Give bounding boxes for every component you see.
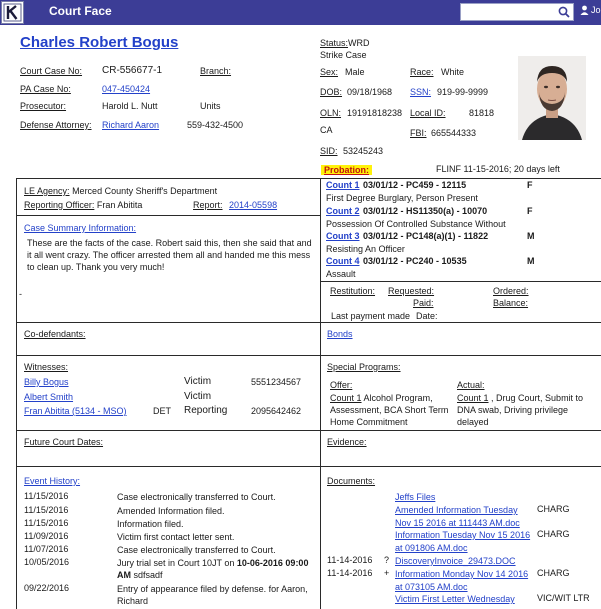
report-label: Report: (193, 200, 223, 210)
ssn-value: 919-99-9999 (437, 87, 489, 97)
count-link[interactable]: Count 1 (326, 180, 360, 190)
strike-case: Strike Case (320, 50, 367, 60)
special-programs-heading: Special Programs: (327, 362, 401, 372)
count-detail: 03/01/12 - PC148(a)(1) - 11822 (363, 231, 489, 241)
witness-name-link[interactable]: Fran Abitita (5134 - MSO) (24, 406, 127, 416)
race-label: Race: (410, 67, 434, 77)
sid-value: 53245243 (343, 146, 384, 156)
event-text: Case electronically transferred to Court. (117, 545, 276, 555)
oln-state: CA (320, 125, 333, 135)
grid-line (16, 215, 320, 216)
status-value: WRD (348, 38, 370, 48)
defense-attorney-phone: 559-432-4500 (187, 120, 244, 130)
count-description: First Degree Burglary, Person Present (326, 193, 478, 203)
fbi-value: 665544333 (431, 128, 477, 138)
document-link[interactable] (395, 555, 516, 568)
app-title: Court Face (49, 4, 112, 18)
pa-case-no-link[interactable]: 047-450424 (102, 84, 151, 94)
witness-name-link[interactable]: Albert Smith (24, 392, 74, 402)
event-text (117, 557, 313, 581)
document-link[interactable] (395, 593, 515, 606)
count-link[interactable]: Count 3 (326, 231, 360, 241)
event-date: 11/15/2016 (24, 505, 69, 515)
defendant-name[interactable]: Charles Robert Bogus (20, 34, 179, 51)
reporting-officer-label: Reporting Officer: (24, 200, 95, 210)
evidence-heading: Evidence: (327, 437, 367, 447)
event-text: Amended Information filed. (117, 506, 225, 516)
ordered-label: Ordered: (493, 286, 529, 296)
document-link-line[interactable]: DiscoveryInvoice_29473.DOC (395, 556, 516, 566)
grid-line (16, 322, 601, 323)
sex-label: Sex: (320, 67, 339, 77)
document-link-line[interactable]: Information Tuesday Nov 15 2016 (395, 530, 531, 540)
defense-attorney-label: Defense Attorney: (20, 120, 92, 130)
pa-case-no-label: PA Case No: (20, 84, 71, 94)
app-logo[interactable] (1, 1, 24, 24)
witness-role: Victim (184, 391, 212, 402)
search-icon[interactable] (558, 6, 570, 18)
document-link-line[interactable]: Victim First Letter Wednesday (395, 594, 515, 604)
user-name: Jo (591, 5, 601, 15)
document-type: CHARG (537, 568, 570, 578)
grid-line (16, 430, 601, 431)
last-payment-label: Last payment made (331, 311, 411, 321)
ssn-label[interactable]: SSN: (410, 87, 432, 97)
sid-label: SID: (320, 146, 338, 156)
document-mark: ? (384, 555, 390, 565)
event-text: Information filed. (117, 519, 184, 529)
report-link[interactable]: 2014-05598 (229, 200, 278, 210)
count-degree: M (527, 231, 535, 241)
actual-count-link[interactable]: Count 1 (457, 393, 489, 403)
le-agency-label: LE Agency: (24, 186, 70, 196)
event-history-heading[interactable]: Event History: (24, 476, 81, 486)
prosecutor-value: Harold L. Nutt (102, 101, 158, 111)
probation-value: FLINF 11-15-2016; 20 days left (436, 164, 560, 174)
race-value: White (441, 67, 465, 77)
actual-text-value: , Drug Court, Submit to DNA swab, Driving privilege delayed (457, 393, 584, 427)
document-date: 11-14-2016 (327, 555, 373, 565)
defendant-photo (518, 56, 586, 140)
count-link[interactable]: Count 2 (326, 206, 360, 216)
local-id-label: Local ID: (410, 108, 446, 118)
event-date: 11/07/2016 (24, 544, 69, 554)
dob-label: DOB: (320, 87, 343, 97)
count-degree: F (527, 180, 533, 190)
witness-role: Victim (184, 376, 212, 387)
count-description: Possession Of Controlled Substance Without (326, 219, 506, 229)
document-type: CHARG (537, 504, 570, 514)
actual-text (457, 392, 597, 428)
event-date: 11/09/2016 (24, 531, 69, 541)
probation-label[interactable]: Probation: (321, 165, 372, 175)
event-text: Victim first contact letter sent. (117, 532, 235, 542)
witness-name-link[interactable]: Billy Bogus (24, 377, 69, 387)
count-detail: 03/01/12 - PC240 - 10535 (363, 256, 467, 266)
document-type: VIC/WIT LTR (537, 593, 590, 603)
grid-line (16, 178, 17, 609)
event-date: 09/22/2016 (24, 583, 70, 593)
dob-value: 09/18/1968 (347, 87, 393, 97)
reporting-officer-value: Fran Abitita (96, 200, 143, 210)
event-text-part: Jury trial set in Court 10JT on (117, 558, 237, 568)
count-description: Resisting An Officer (326, 244, 405, 254)
prosecutor-label: Prosecutor: (20, 101, 67, 111)
balance-label: Balance: (493, 298, 529, 308)
count-description: Assault (326, 269, 356, 279)
event-date: 11/15/2016 (24, 491, 69, 501)
top-bar (0, 0, 601, 25)
defense-attorney-link[interactable]: Richard Aaron (102, 120, 160, 130)
case-summary-dash: - (19, 289, 22, 299)
witness-role: Reporting (184, 405, 228, 416)
document-mark: + (384, 568, 390, 578)
count-degree: M (527, 256, 535, 266)
branch-label: Branch: (200, 66, 232, 76)
document-date: 11-14-2016 (327, 568, 373, 578)
status-label: Status: (320, 38, 349, 48)
grid-line (16, 178, 601, 179)
local-id-value: 81818 (469, 108, 495, 118)
document-link-line[interactable]: Nov 15 2016 at 111443 AM.doc (395, 517, 520, 528)
count-link[interactable]: Count 4 (326, 256, 360, 266)
count-degree: F (527, 206, 533, 216)
event-date: 11/15/2016 (24, 518, 69, 528)
le-agency-value: Merced County Sheriff's Department (72, 186, 218, 196)
document-link-line[interactable]: Information Monday Nov 14 2016 (395, 569, 529, 579)
offer-label: Offer: (330, 380, 353, 390)
sex-value: Male (345, 67, 365, 77)
fbi-label: FBI: (410, 128, 427, 138)
reporting-officer-row (24, 200, 142, 210)
paid-label: Paid: (413, 298, 434, 308)
grid-line (320, 281, 601, 282)
probation-badge[interactable] (321, 165, 372, 175)
document-link-line[interactable]: at 073105 AM.doc (395, 581, 468, 592)
event-text: Entry of appearance filed by defense. for Aaron, Richard (117, 584, 308, 606)
witness-phone: 5551234567 (251, 377, 302, 387)
search-box[interactable] (460, 3, 574, 21)
codefendants-heading: Co-defendants: (24, 329, 86, 339)
prosecutor-unit: Units (200, 101, 221, 111)
case-summary-heading[interactable]: Case Summary Information: (24, 223, 137, 233)
offer-count-link[interactable]: Count 1 (330, 393, 362, 403)
document-link-line[interactable]: at 091806 AM.doc (395, 542, 468, 553)
user-icon (580, 5, 589, 15)
event-date: 10/05/2016 (24, 557, 70, 567)
restitution-label: Restitution: (330, 286, 376, 296)
oln-value: 19191818238 (347, 108, 403, 118)
event-datetime: 10-06-2016 09:00 AM (117, 558, 309, 580)
offer-text (330, 392, 455, 428)
document-type: CHARG (537, 529, 570, 539)
future-court-dates-heading: Future Court Dates: (24, 437, 104, 447)
witness-tag: DET (153, 406, 171, 416)
user-menu[interactable] (580, 5, 601, 15)
witnesses-heading: Witnesses: (24, 362, 69, 372)
document-link-line[interactable]: Amended Information Tuesday (395, 505, 518, 515)
requested-label: Requested: (388, 286, 435, 296)
count-detail: 03/01/12 - PC459 - 12115 (363, 180, 467, 190)
case-summary-text: These are the facts of the case. Robert said this, then she said that and it all went crazy. The officer arrested them all and handed me this mess to clean up. Thank you very much! (27, 238, 312, 272)
grid-line (16, 466, 601, 467)
court-case-no-value: CR-556677-1 (102, 65, 163, 76)
document-link[interactable] (395, 568, 528, 593)
le-agency-row (24, 186, 217, 196)
document-link[interactable] (395, 529, 530, 554)
witness-phone: 2095642462 (251, 406, 302, 416)
document-link-line[interactable]: Jeffs Files (395, 492, 436, 502)
oln-label: OLN: (320, 108, 342, 118)
court-case-no-label: Court Case No: (20, 66, 83, 76)
status-row (320, 38, 370, 48)
grid-line (16, 355, 601, 356)
event-note: sdfsadf (131, 570, 163, 580)
date-label: Date: (416, 311, 438, 321)
grid-line (320, 178, 321, 609)
document-link[interactable] (395, 491, 435, 504)
count-detail: 03/01/12 - HS11350(a) - 10070 (363, 206, 488, 216)
documents-heading: Documents: (327, 476, 376, 486)
bonds-link[interactable]: Bonds (327, 329, 353, 339)
report-row (193, 200, 277, 210)
search-input[interactable] (463, 5, 559, 20)
actual-label: Actual: (457, 380, 485, 390)
offer-text-value: Alcohol Program, Assessment, BCA Short Term Home Commitment (330, 393, 449, 427)
document-link[interactable] (395, 504, 520, 529)
event-text: Case electronically transferred to Court. (117, 492, 276, 502)
